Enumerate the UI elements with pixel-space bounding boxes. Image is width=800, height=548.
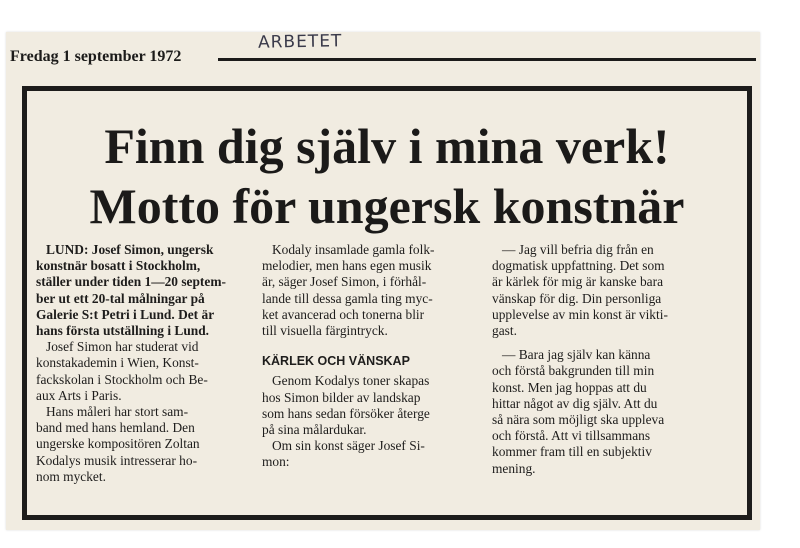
text-line: ket avancerad och tonerna blir (262, 306, 425, 322)
dateline: Fredag 1 september 1972 (10, 48, 182, 65)
text-line: så nära som möjligt ska uppleva (492, 412, 665, 428)
section-subhead: KÄRLEK OCH VÄNSKAP (262, 354, 410, 369)
text-line: Genom Kodalys toner skapas (272, 373, 430, 389)
paragraph-gap (492, 339, 704, 347)
article-column-1 (36, 242, 258, 485)
text-line: band med hans hemland. Den (36, 420, 195, 436)
text-line: — Bara jag själv kan känna (502, 347, 651, 363)
body-paragraph (36, 339, 258, 404)
body-paragraph (36, 404, 258, 485)
body-paragraph (262, 438, 472, 470)
text-line: är kärlek för mig är kanske bara (492, 274, 664, 290)
text-line: fackskolan i Stockholm och Be- (36, 371, 208, 387)
body-paragraph (262, 242, 472, 339)
text-line: är, säger Josef Simon, i förhål- (262, 274, 427, 290)
text-line: — Jag vill befria dig från en (502, 242, 654, 257)
text-line: Kodalys musik intresserar ho- (36, 452, 198, 468)
text-line: till visuella färgintryck. (262, 323, 388, 339)
text-line: konstnär bosatt i Stockholm, (36, 258, 201, 274)
text-line: konst. Men jag hoppas att du (492, 379, 647, 395)
text-line: hittar något av dig själv. Att du (492, 395, 658, 411)
text-line: Kodaly insamlade gamla folk- (272, 242, 435, 257)
text-line: mon: (262, 454, 290, 470)
text-line: ställer under tiden 1—20 septem- (36, 274, 226, 290)
text-line: kommer fram till en subjektiv (492, 444, 652, 460)
text-line: hans första utställning i Lund. (36, 323, 210, 339)
text-line: mening. (492, 460, 536, 476)
text-line: Hans måleri har stort sam- (46, 404, 189, 420)
lead-paragraph (36, 242, 258, 339)
text-line: och förstå. Att vi tillsammans (492, 428, 651, 444)
text-line: konstakademin i Wien, Konst- (36, 355, 199, 371)
dateline-rule (218, 58, 756, 61)
text-line: Om sin konst säger Josef Si- (272, 438, 425, 454)
text-line: LUND: Josef Simon, ungersk (46, 242, 214, 257)
body-paragraph (492, 242, 704, 339)
text-line: ber ut ett 20-tal målningar på (36, 290, 205, 306)
text-line: Galerie S:t Petri i Lund. Det är (36, 306, 215, 322)
article-column-3 (492, 242, 704, 477)
handwritten-source-note: ARBETET (257, 31, 343, 53)
text-line: gast. (492, 323, 517, 339)
text-line: och förstå bakgrunden till min (492, 363, 655, 379)
text-line: nom mycket. (36, 468, 106, 484)
text-line: dogmatisk uppfattning. Det som (492, 258, 665, 274)
text-line: lande till dessa gamla ting myc- (262, 290, 433, 306)
text-line: aux Arts i Paris. (36, 387, 122, 403)
headline-line-1: Finn dig själv i mina verk! (104, 118, 670, 174)
text-line: vänskap för dig. Din personliga (492, 290, 662, 306)
text-line: hos Simon bilder av landskap (262, 389, 421, 405)
body-paragraph (492, 347, 704, 477)
body-paragraph (262, 373, 472, 438)
article-column-2 (262, 242, 472, 471)
text-line: som hans sedan försöker återge (262, 405, 430, 421)
headline-line-2: Motto för ungersk konstnär (89, 178, 685, 234)
text-line: upplevelse av min konst är vikti- (492, 306, 668, 322)
text-line: på sina målardukar. (262, 422, 367, 438)
text-line: ungerske kompositören Zoltan (36, 436, 200, 452)
text-line: Josef Simon har studerat vid (46, 339, 199, 355)
text-line: melodier, men hans egen musik (262, 258, 432, 274)
